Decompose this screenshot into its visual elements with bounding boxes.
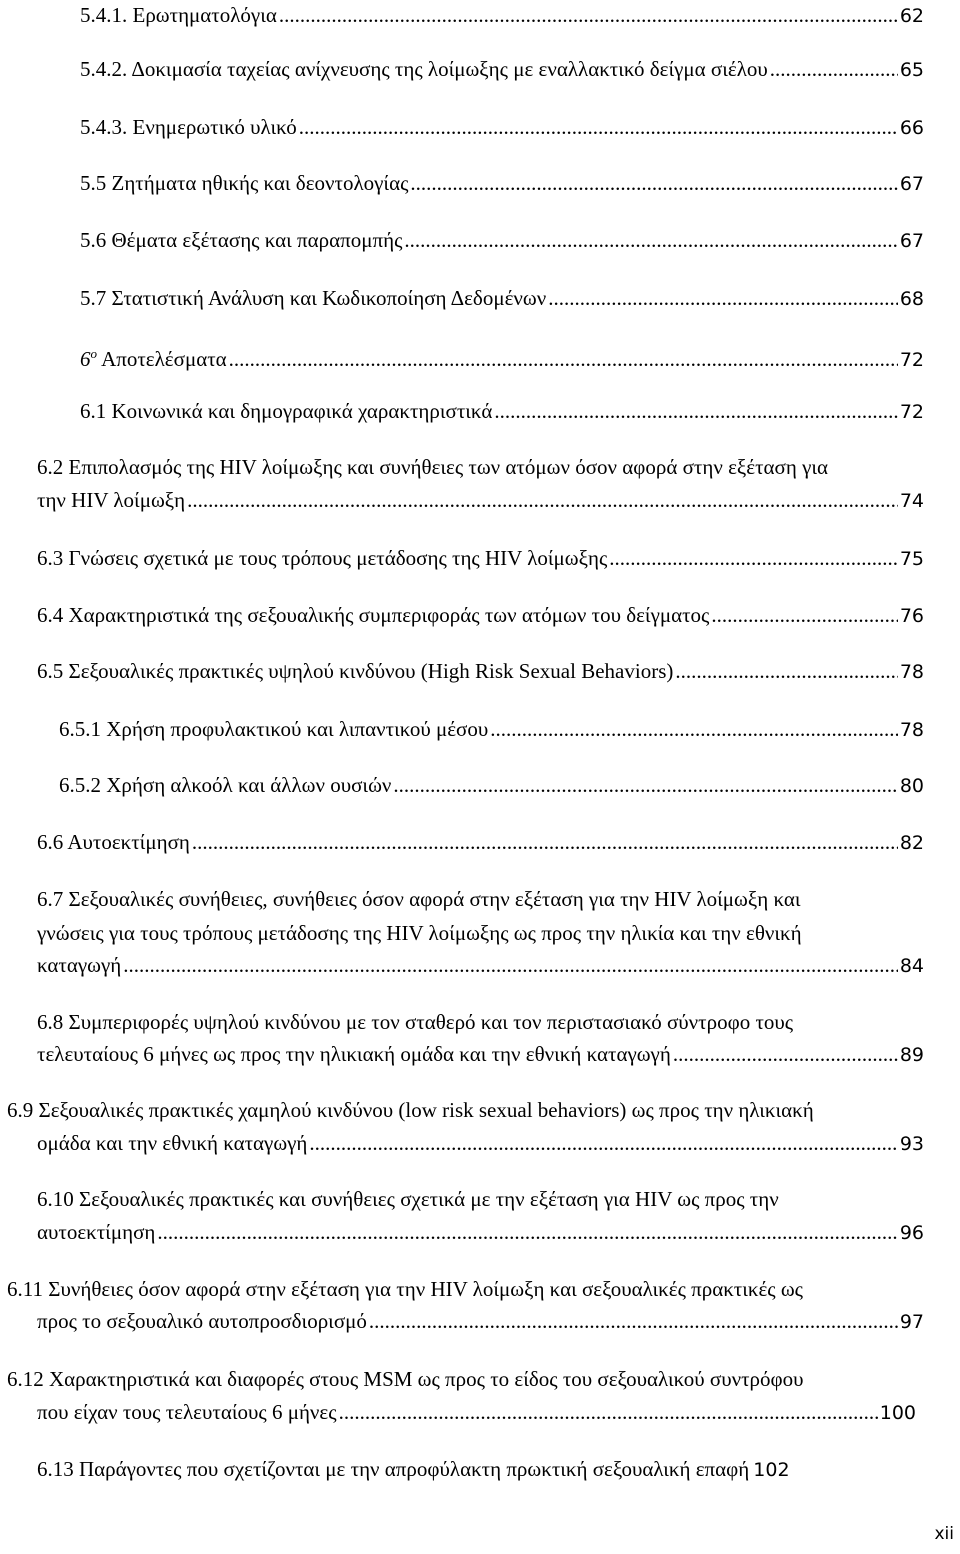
toc-entry[interactable] — [37, 1219, 924, 1246]
dot-leader — [192, 829, 898, 855]
toc-entry[interactable] — [37, 1399, 916, 1426]
toc-entry-line: 6.9 Σεξουαλικές πρακτικές χαμηλού κινδύνου (low risk sexual behaviors) ως προς την ηλικιακή — [7, 1098, 814, 1122]
toc-entry-title: 6.1 Κοινωνικά και δημογραφικά χαρακτηριστικά — [80, 399, 493, 423]
toc-entry-page: 62 — [899, 5, 924, 27]
toc-entry-title: 6.5.2 Χρήση αλκοόλ και άλλων ουσιών — [59, 773, 392, 797]
toc-entry-title: καταγωγή — [37, 953, 122, 977]
toc-entry-page: 65 — [899, 59, 924, 81]
toc-entry-page: 96 — [899, 1222, 924, 1244]
dot-leader — [369, 1308, 898, 1334]
toc-entry-page: 75 — [899, 548, 924, 570]
toc-entry-title — [80, 341, 227, 372]
toc-entry-page: 72 — [899, 349, 924, 371]
toc-entry-title: 5.6 Θέματα εξέτασης και παραπομπής — [80, 228, 403, 252]
toc-entry-title: 5.4.1. Ερωτηματολόγια — [80, 3, 277, 27]
toc-entry[interactable] — [37, 1041, 924, 1068]
toc-entry-page: 67 — [899, 173, 924, 195]
dot-leader — [494, 398, 897, 424]
toc-entry-page: 102 — [753, 1459, 790, 1481]
chapter-title: Αποτελέσματα — [97, 347, 227, 371]
toc-entry-page: 82 — [899, 832, 924, 854]
toc-entry[interactable] — [80, 2, 924, 29]
toc-entry-title: 5.5 Ζητήματα ηθικής και δεοντολογίας — [80, 171, 409, 195]
dot-leader — [675, 658, 897, 684]
toc-entry-title: 6.5 Σεξουαλικές πρακτικές υψηλού κινδύνου (High Risk Sexual Behaviors) — [37, 659, 674, 683]
dot-leader — [187, 487, 898, 513]
toc-entry[interactable] — [59, 716, 924, 743]
dot-leader — [711, 602, 897, 628]
toc-entry-page: 76 — [899, 605, 924, 627]
toc-entry-title: ομάδα και την εθνική καταγωγή — [37, 1131, 308, 1155]
chapter-number: 6 — [80, 347, 91, 371]
dot-leader — [770, 56, 898, 82]
toc-entry[interactable] — [37, 829, 924, 856]
toc-entry-page: 97 — [899, 1311, 924, 1333]
dot-leader — [548, 285, 898, 311]
toc-entry[interactable] — [59, 772, 924, 799]
dot-leader — [157, 1219, 897, 1245]
dot-leader — [609, 545, 898, 571]
dot-leader — [490, 716, 898, 742]
toc-entry-page: 67 — [899, 230, 924, 252]
toc-entry-title: 6.3 Γνώσεις σχετικά με τους τρόπους μετάδοσης της HIV λοίμωξης — [37, 546, 608, 570]
toc-entry-title: 5.7 Στατιστική Ανάλυση και Κωδικοποίηση Δεδομένων — [80, 286, 547, 310]
dot-leader — [393, 772, 897, 798]
toc-entry[interactable] — [37, 1130, 924, 1157]
toc-entry-page: 100 — [879, 1402, 916, 1424]
toc-entry-page: 80 — [899, 775, 924, 797]
toc-entry[interactable] — [37, 1308, 924, 1335]
toc-entry[interactable] — [80, 56, 924, 83]
dot-leader — [309, 1130, 897, 1156]
toc-entry-page: 78 — [899, 719, 924, 741]
toc-entry-page: 66 — [899, 117, 924, 139]
chapter-superscript: ο — [90, 346, 97, 361]
toc-entry-title: την HIV λοίμωξη — [37, 488, 186, 512]
toc-entry[interactable] — [80, 285, 924, 312]
toc-entry-title: προς το σεξουαλικό αυτοπροσδιορισμό — [37, 1309, 367, 1333]
toc-entry-line: 6.10 Σεξουαλικές πρακτικές και συνήθειες σχετικά με την εξέταση για HIV ως προς την — [37, 1187, 779, 1211]
toc-entry[interactable] — [80, 341, 924, 373]
toc-entry-page: 68 — [899, 288, 924, 310]
toc-entry[interactable] — [37, 658, 924, 685]
toc-entry[interactable] — [37, 602, 924, 629]
dot-leader — [410, 170, 897, 196]
toc-entry-title: 5.4.2. Δοκιμασία ταχείας ανίχνευσης της λοίμωξης με εναλλακτικό δείγμα σιέλου — [80, 57, 768, 81]
dot-leader — [404, 227, 897, 253]
dot-leader — [299, 114, 898, 140]
toc-entry[interactable] — [37, 952, 924, 979]
toc-entry-line: 6.7 Σεξουαλικές συνήθειες, συνήθειες όσον αφορά στην εξέταση για την HIV λοίμωξη και — [37, 887, 801, 911]
toc-entry-title: 6.6 Αυτοεκτίμηση — [37, 830, 190, 854]
dot-leader — [229, 346, 898, 372]
toc-entry-title: 5.4.3. Ενημερωτικό υλικό — [80, 115, 297, 139]
toc-entry-title: που είχαν τους τελευταίους 6 μήνες — [37, 1400, 337, 1424]
dot-leader — [279, 2, 898, 28]
toc-entry-title: τελευταίους 6 μήνες ως προς την ηλικιακή ομάδα και την εθνική καταγωγή — [37, 1042, 671, 1066]
dot-leader — [339, 1399, 878, 1425]
dot-leader — [673, 1041, 898, 1067]
toc-entry[interactable] — [37, 545, 924, 572]
toc-entry[interactable] — [37, 487, 924, 514]
toc-entry-line: 6.8 Συμπεριφορές υψηλού κινδύνου με τον σταθερό και τον περιστασιακό σύντροφο τους — [37, 1010, 794, 1034]
toc-entry-line: 6.2 Επιπολασμός της HIV λοίμωξης και συνήθειες των ατόμων όσον αφορά στην εξέταση για — [37, 455, 829, 479]
toc-entry[interactable] — [37, 1456, 790, 1483]
toc-entry[interactable] — [80, 227, 924, 254]
toc-entry-title: αυτοεκτίμηση — [37, 1220, 156, 1244]
page-number: xii — [934, 1524, 954, 1544]
toc-entry[interactable] — [80, 114, 924, 141]
toc-entry-title: 6.4 Χαρακτηριστικά της σεξουαλικής συμπεριφοράς των ατόμων του δείγματος — [37, 603, 710, 627]
toc-entry-page: 89 — [899, 1044, 924, 1066]
toc-entry-page: 72 — [899, 401, 924, 423]
toc-entry-title: 6.5.1 Χρήση προφυλακτικού και λιπαντικού μέσου — [59, 717, 489, 741]
toc-entry-page: 84 — [899, 955, 924, 977]
toc-entry-line: γνώσεις για τους τρόπους μετάδοσης της HIV λοίμωξης ως προς την ηλικία και την εθνική — [37, 921, 802, 945]
toc-entry-line: 6.12 Χαρακτηριστικά και διαφορές στους MSM ως προς το είδος του σεξουαλικού συντρόφου — [7, 1367, 804, 1391]
toc-entry-page: 74 — [899, 490, 924, 512]
toc-entry[interactable] — [80, 170, 924, 197]
dot-leader — [123, 952, 898, 978]
toc-entry[interactable] — [80, 398, 924, 425]
toc-entry-title: 6.13 Παράγοντες που σχετίζονται με την απροφύλακτη πρωκτική σεξουαλική επαφή — [37, 1457, 750, 1481]
toc-entry-page: 93 — [899, 1133, 924, 1155]
toc-entry-page: 78 — [899, 661, 924, 683]
toc-entry-line: 6.11 Συνήθειες όσον αφορά στην εξέταση για την HIV λοίμωξη και σεξουαλικές πρακτικές ως — [7, 1277, 804, 1301]
